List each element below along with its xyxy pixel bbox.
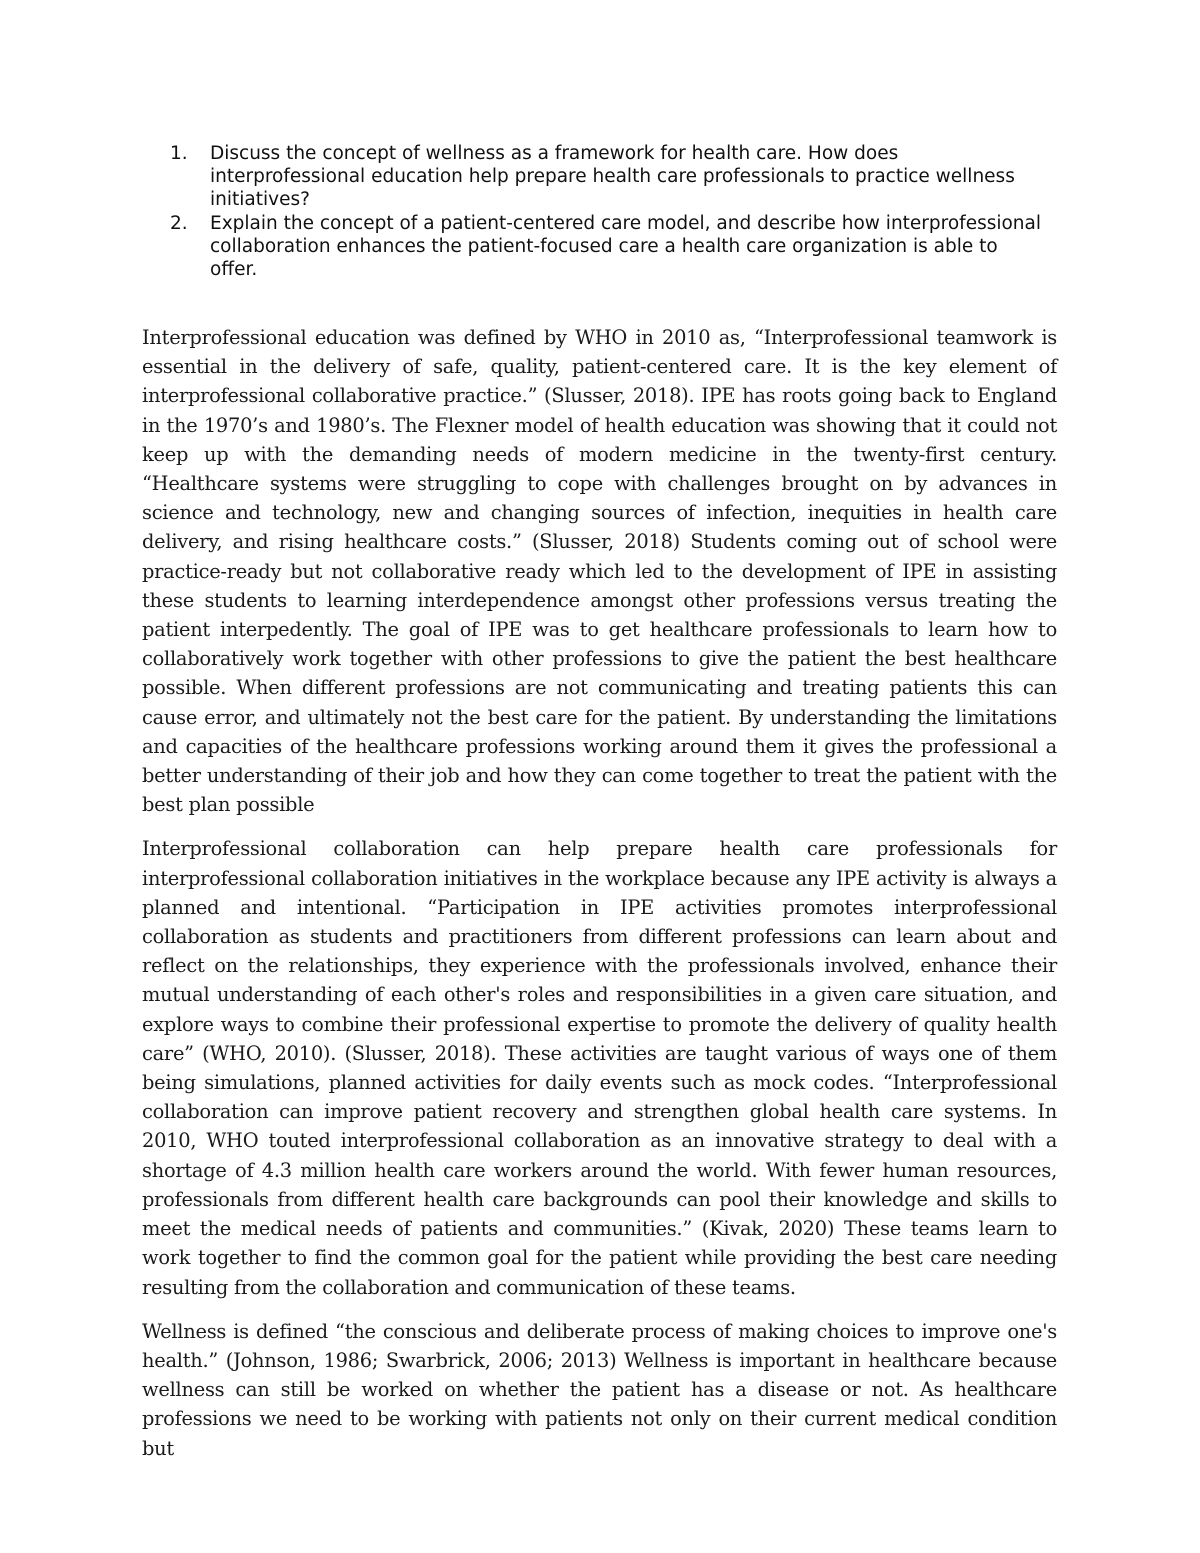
question-item — [170, 212, 1050, 282]
paragraph-wellness: Wellness is defined “the conscious and deliberate process of making choices to improve one's health.” (Johnson, 1986; Swarbrick, 2006; 2013) Wellness is important in healthcare because wellness can still be worked on whether the patient has a disease or not. As healthcare professions we need to be working with patients not only on their current medical condition but — [142, 1319, 1057, 1460]
question-number: 2. — [170, 212, 188, 234]
question-text: Explain the concept of a patient-centered care model, and describe how interprofessional collaboration enhances the patient-focused care a health care organization is able to offer. — [210, 212, 1042, 281]
paragraph-ipe-definition: Interprofessional education was defined by WHO in 2010 as, “Interprofessional teamwork is essential in the delivery of safe, quality, patient-centered care. It is the key element of interprofessional collaborative practice.” (Slusser, 2018). IPE has roots going back to England in the 1970’s and 1980’s. The Flexner model of health education was showing that it could not keep up with the demanding needs of modern medicine in the twenty-first century. “Healthcare systems were struggling to cope with challenges brought on by advances in science and technology, new and changing sources of infection, inequities in health care delivery, and rising healthcare costs.” (Slusser, 2018) Students coming out of school were practice-ready but not collaborative ready which led to the development of IPE in assisting these students to learning interdependence amongst other professions versus treating the patient interpedently. The goal of IPE was to get healthcare professionals to learn how to collaboratively work together with other professions to give the patient the best healthcare possible. When different professions are not communicating and treating patients this can cause error, and ultimately not the best care for the patient. By understanding the limitations and capacities of the healthcare professions working around them it gives the professional a better understanding of their job and how they can come together to treat the patient with the best plan possible — [142, 326, 1057, 817]
question-list — [170, 142, 1050, 281]
question-text: Discuss the concept of wellness as a framework for health care. How does interprofessional education help prepare health care professionals to practice wellness initiatives? — [210, 143, 1015, 211]
question-item — [170, 142, 1050, 212]
essay-body — [142, 323, 1057, 1478]
paragraph-ipe-collaboration: Interprofessional collaboration can help prepare health care professionals for interprofessional collaboration initiatives in the workplace because any IPE activity is always a planned and intentional. “Participation in IPE activities promotes interprofessional collaboration as students and practitioners from different professions can learn about and reflect on the relationships, they experience with the professionals involved, enhance their mutual understanding of each other's roles and responsibilities in a given care situation, and explore ways to combine their professional expertise to promote the delivery of quality health care” (WHO, 2010). (Slusser, 2018). These activities are taught various of ways one of them being simulations, planned activities for daily events such as mock codes. “Interprofessional collaboration can improve patient recovery and strengthen global health care systems. In 2010, WHO touted interprofessional collaboration as an innovative strategy to deal with a shortage of 4.3 million health care workers around the world. With fewer human resources, professionals from different health care backgrounds can pool their knowledge and skills to meet the medical needs of patients and communities.” (Kivak, 2020) These teams learn to work together to find the common goal for the patient while providing the best care needing resulting from the collaboration and communication of these teams. — [142, 837, 1057, 1299]
question-number: 1. — [170, 143, 188, 164]
